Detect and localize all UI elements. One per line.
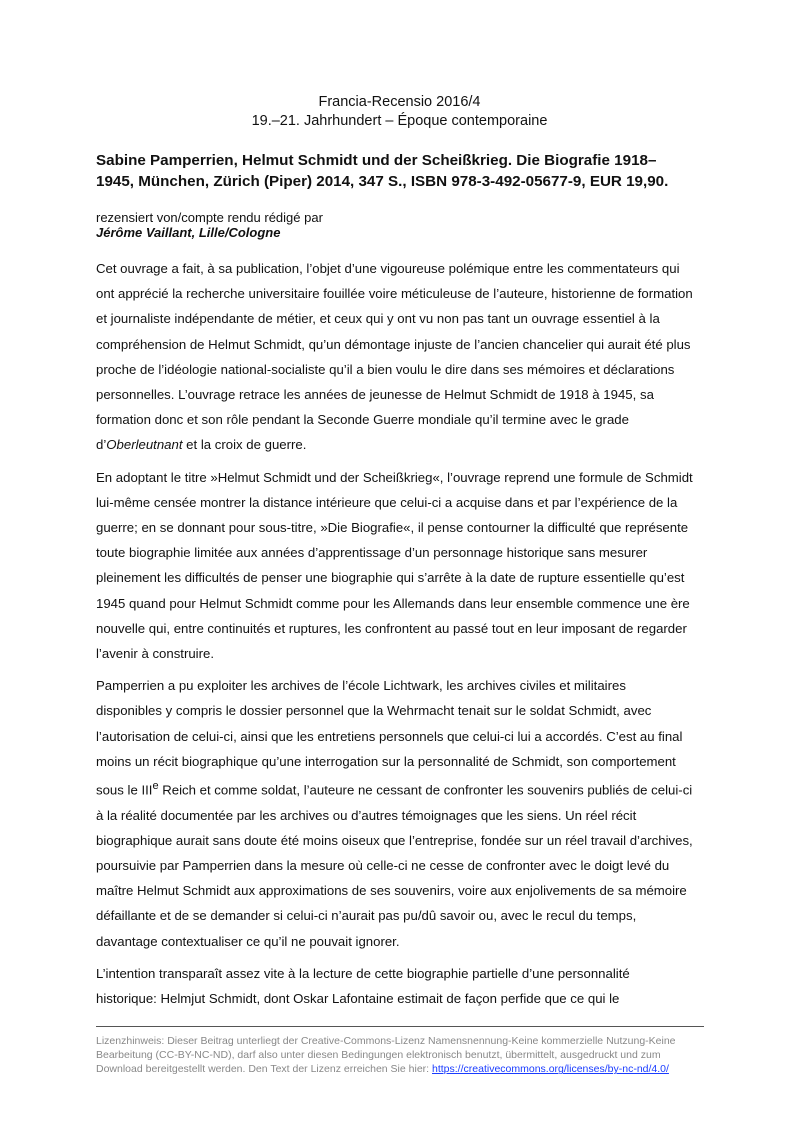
italic-term: Oberleutnant (106, 437, 183, 453)
text-line: nouvelle qui, entre continuités et ruptures, les confrontent au passé tout en leur imposant de regarder (96, 620, 687, 636)
text-line: davantage contextualiser ce qu’il ne pouvait ignorer. (96, 933, 400, 949)
text-fragment: Reich et comme soldat, l’auteure ne cessant de confronter les souvenirs publiés de celui-ci (158, 782, 693, 798)
text-line: En adoptant le titre »Helmut Schmidt und der Scheißkrieg«, l’ouvrage reprend une formule de Schmidt (96, 469, 693, 485)
text-line: défaillante et de se demander si celui-ci n’aurait pas pu/dû savoir ou, avec le recul du temps, (96, 908, 637, 924)
license-link[interactable]: https://creativecommons.org/licenses/by-nc-nd/4.0/ (432, 1063, 669, 1076)
paragraph-1 (96, 256, 708, 458)
text-line: ont apprécié la recherche universitaire fouillée voire méticuleuse de l’auteure, historienne de formation (96, 286, 693, 302)
license-line: Bearbeitung (CC-BY-NC-ND), darf also unter diesen Bedingungen elektronisch benutzt, übermittelt, ausgedruckt und zum (96, 1049, 661, 1062)
text-line: historique: Helmjut Schmidt, dont Oskar Lafontaine estimait de façon perfide que ce qui le (96, 991, 620, 1007)
text-line: formation donc et son rôle pendant la Seconde Guerre mondiale qu’il termine avec le grade (96, 412, 629, 428)
journal-issue: Francia-Recensio 2016/4 (318, 94, 481, 110)
text-line: proche de l’idéologie national-socialiste qu’il a bien voulu le dire dans ses mémoires et déclarations (96, 361, 675, 377)
paragraph-2 (96, 465, 708, 667)
text-fragment: sous le III (96, 782, 153, 798)
text-line: 1945 quand pour Helmut Schmidt comme pour les Allemands dans leur ensemble commence une ère (96, 595, 690, 611)
superscript: e (152, 780, 159, 793)
text-line: guerre; en se donnant pour sous-titre, »Die Biografie«, il pense contourner la difficulté que représente (96, 520, 689, 536)
text-line (96, 774, 708, 803)
text-line: maître Helmut Schmidt aux approximations de ses souvenirs, voire aux enjolivements de sa mémoire (96, 883, 687, 899)
text-line: et journaliste indépendante de métier, et ceux qui y ont vu non pas tant un ouvrage essentiel à la (96, 311, 660, 327)
paragraph-3 (96, 673, 708, 954)
text-line: L’intention transparaît assez vite à la lecture de cette biographie partielle d’une personnalité (96, 965, 630, 981)
text-fragment: d’ (96, 437, 107, 453)
author-name: Jérôme Vaillant, Lille/Cologne (96, 225, 281, 240)
text-line: lui-même censée montrer la distance intérieure que celui-ci a acquise dans et par l’expérience de la (96, 494, 678, 510)
footer-divider (96, 1026, 704, 1027)
license-notice (96, 1034, 708, 1077)
text-fragment: et la croix de guerre. (182, 437, 307, 453)
page-header (0, 93, 799, 131)
license-text: Download bereitgestellt werden. Den Text der Lizenz erreichen Sie hier: (96, 1063, 432, 1076)
text-line: Pamperrien a pu exploiter les archives de l’école Lichtwark, les archives civiles et militaires (96, 678, 626, 694)
text-line: disponibles y compris le dossier personnel que la Wehrmacht tenait sur le soldat Schmidt, avec (96, 703, 652, 719)
text-line: toute biographie limitée aux années d’apprentissage d’un personnage historique sans mesurer (96, 545, 648, 561)
license-line (96, 1062, 708, 1076)
license-line: Lizenzhinweis: Dieser Beitrag unterliegt der Creative-Commons-Lizenz Namensnennung-Keine kommerzielle Nutzung-Keine (96, 1035, 676, 1047)
text-line: l’avenir à construire. (96, 646, 215, 662)
review-title (96, 150, 716, 192)
byline (96, 210, 323, 240)
byline-label: rezensiert von/compte rendu rédigé par (96, 210, 323, 225)
text-line: pleinement les difficultés de penser une biographie qui s’arrête à la date de rupture essentielle qu’est (96, 570, 685, 586)
text-line: personnelles. L’ouvrage retrace les années de jeunesse de Helmut Schmidt de 1918 à 1945, sa (96, 387, 654, 403)
paragraph-4 (96, 961, 708, 1011)
text-line: biographique aurait sans doute été moins oiseux que l’entreprise, fondée sur un réel travail d’archives, (96, 832, 693, 848)
section-heading: 19.–21. Jahrhundert – Époque contemporaine (251, 113, 548, 129)
title-line: Sabine Pamperrien, Helmut Schmidt und der Scheißkrieg. Die Biografie 1918– (96, 152, 657, 169)
text-line: moins un récit biographique qu’une interrogation sur la personnalité de Schmidt, son comportement (96, 753, 676, 769)
text-line (96, 432, 708, 457)
text-line: compréhension de Helmut Schmidt, qu’un démontage injuste de l’ancien chancelier qui aurait été plus (96, 336, 691, 352)
title-line: 1945, München, Zürich (Piper) 2014, 347 S., ISBN 978-3-492-05677-9, EUR 19,90. (96, 173, 669, 190)
text-line: l’autorisation de celui-ci, ainsi que les entretiens personnels que celui-ci lui a accordés. C’est au final (96, 728, 683, 744)
text-line: poursuivie par Pamperrien dans la mesure où celle-ci ne cesse de confronter avec le doigt levé du (96, 858, 670, 874)
text-line: à la réalité documentée par les archives ou d’autres témoignages que les siens. Un réel récit (96, 807, 637, 823)
review-body (96, 256, 708, 1018)
text-line: Cet ouvrage a fait, à sa publication, l’objet d’une vigoureuse polémique entre les commentateurs qui (96, 261, 680, 276)
